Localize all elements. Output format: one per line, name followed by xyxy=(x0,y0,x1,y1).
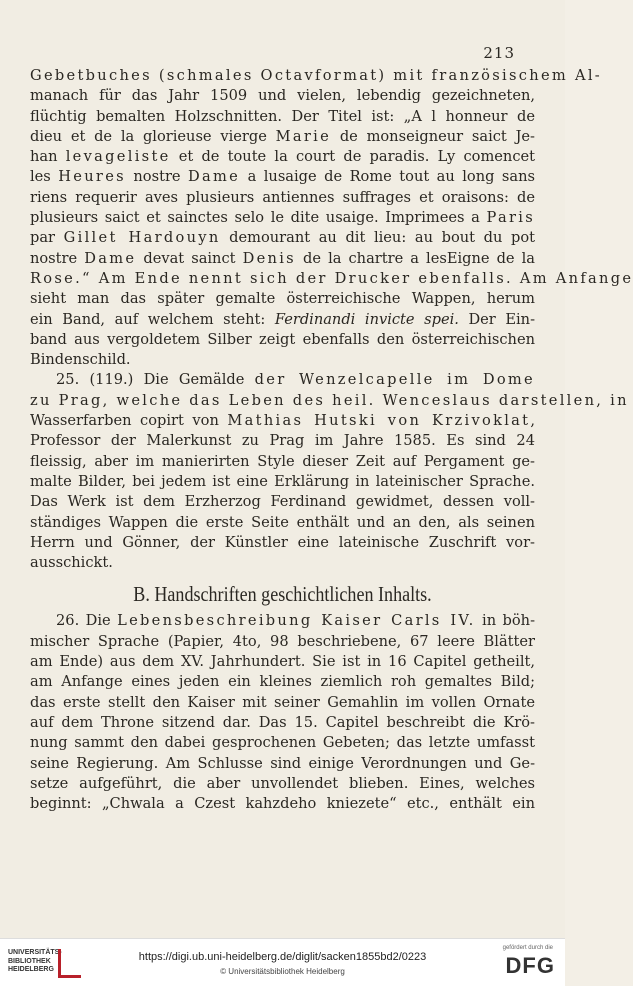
text-line xyxy=(30,370,535,390)
text-line xyxy=(30,733,535,753)
spaced-emphasis: Mathias Hutski von Krzivoklat xyxy=(227,412,531,430)
spaced-emphasis: Lebensbeschreibung Kaiser Carls IV. xyxy=(117,612,476,630)
text-line xyxy=(30,652,535,672)
text-run: flüchtig bemalten Holzschnitten. Der Titel ist: „A l honneur de xyxy=(30,107,535,125)
text-run: les xyxy=(30,168,59,186)
text-line xyxy=(30,289,535,309)
spaced-emphasis: Denis xyxy=(242,249,296,267)
text-line xyxy=(30,553,535,573)
text-line xyxy=(30,431,535,451)
text-line xyxy=(30,249,535,269)
spaced-emphasis: Heures xyxy=(58,168,126,186)
permalink[interactable]: https://digi.ub.uni-heidelberg.de/diglit/sacken1855bd2/0223 xyxy=(138,951,427,963)
text-run: par xyxy=(30,229,64,247)
text-line xyxy=(30,713,535,733)
text-line xyxy=(30,188,535,208)
text-line xyxy=(30,754,535,774)
text-run: fleissig, aber im manierirten Style dieser Zeit auf Pergament ge- xyxy=(30,452,535,470)
spaced-emphasis: zu Prag xyxy=(30,391,103,409)
text-line xyxy=(30,107,535,127)
text-run: nung sammt den dabei gesprochenen Gebeten; das letzte umfasst xyxy=(30,734,535,752)
page-number: 213 xyxy=(483,44,515,62)
text-run: ausschickt. xyxy=(30,554,113,572)
text-run: das erste stellt den Kaiser mit seiner Gemahlin im vollen Ornate xyxy=(30,693,535,711)
text-line xyxy=(30,127,535,147)
spaced-emphasis: Dame xyxy=(84,249,137,267)
text-line xyxy=(30,774,535,794)
text-line xyxy=(30,66,603,86)
text-run: am Ende) aus dem XV. Jahrhundert. Sie ist in 16 Capitel getheilt, xyxy=(30,653,535,671)
text-run: 26. Die xyxy=(56,612,118,630)
text-run: dieu et de la glorieuse vierge xyxy=(30,127,276,145)
spaced-emphasis: der Wenzelcapelle im Dome xyxy=(254,371,535,389)
text-run: am Anfange eines jeden ein kleines ziemlich roh gemaltes Bild; xyxy=(30,673,535,691)
text-run: seine Regierung. Am Schlusse sind einige Verordnungen und Ge- xyxy=(30,754,535,772)
text-run: mischer Sprache (Papier, 4to, 98 beschriebene, 67 leere Blätter xyxy=(30,632,535,650)
viewer-footer xyxy=(0,938,565,986)
text-run: manach für das Jahr 1509 und vielen, lebendig gezeichneten, xyxy=(30,87,535,105)
spaced-emphasis: Marie xyxy=(275,127,332,145)
text-run: Professor der Malerkunst zu Prag im Jahre 1585. Es sind 24 xyxy=(30,432,535,450)
text-line xyxy=(30,533,535,553)
text-run: de la chartre a lesEigne de la xyxy=(295,249,535,267)
text-line xyxy=(30,611,535,631)
text-run: ein Band, auf welchem steht: xyxy=(30,310,275,328)
text-run: et de toute la court de paradis. Ly comencet xyxy=(170,148,535,166)
text-run: nostre xyxy=(30,249,85,267)
text-run: band aus vergoldetem Silber zeigt ebenfalls den österreichischen xyxy=(30,330,535,348)
text-run: han xyxy=(30,148,66,166)
spaced-emphasis: levageliste xyxy=(65,148,171,166)
text-run: plusieurs saict et sainctes selo le dite usaige. Imprimees a xyxy=(30,209,487,227)
text-line xyxy=(30,693,535,713)
text-run: Herrn und Gönner, der Künstler eine lateinische Zuschrift vor- xyxy=(30,533,535,551)
text-run: nostre xyxy=(125,168,189,186)
text-run: Wasserfarben copirt von xyxy=(30,412,228,430)
spaced-emphasis: Dame xyxy=(188,168,241,186)
text-line xyxy=(30,269,633,289)
text-run: de monseigneur saict Je- xyxy=(331,127,535,145)
text-line xyxy=(30,452,535,472)
text-run: Das Werk ist dem Erzherzog Ferdinand gewidmet, dessen voll- xyxy=(30,493,535,511)
text-line xyxy=(30,310,535,330)
text-run: devat sainct xyxy=(136,249,243,267)
text-run: sieht man das später gemalte österreichische Wappen, herum xyxy=(30,290,535,308)
text-line xyxy=(30,330,535,350)
text-line xyxy=(30,350,535,370)
spaced-emphasis: , welche das Leben des heil. Wenceslaus darstellen, in xyxy=(102,391,629,409)
italic-text: Ferdinandi invicte spei. xyxy=(274,310,459,328)
text-run: malte Bilder, bei jedem ist eine Erklärung in lateinischer Sprache. xyxy=(30,472,535,490)
text-run: demourant au dit lieu: au bout du pot xyxy=(220,229,535,247)
spaced-emphasis: .“ Am Ende nennt sich der Drucker ebenfalls. Am Anfange xyxy=(75,269,633,287)
text-run: a lusaige de Rome tout au long sans xyxy=(240,168,535,186)
text-line xyxy=(30,208,535,228)
text-line xyxy=(30,391,629,411)
text-line xyxy=(30,86,535,106)
spaced-emphasis: Gebetbuches xyxy=(30,67,152,84)
text-line xyxy=(30,513,535,533)
text-run: , xyxy=(530,412,535,430)
spaced-emphasis: Paris xyxy=(486,209,535,227)
text-run: auf dem Throne sitzend dar. Das 15. Capitel beschreibt die Krö- xyxy=(30,713,535,731)
text-line xyxy=(30,147,535,167)
text-run: Der Ein- xyxy=(458,310,536,328)
text-line xyxy=(30,472,535,492)
text-run: in böh- xyxy=(475,612,535,630)
dfg-caption: gefördert durch die xyxy=(502,945,553,951)
body-text xyxy=(30,66,633,814)
section-heading: B. Handschriften geschichtlichen Inhalts. xyxy=(133,582,432,607)
text-run: Bindenschild. xyxy=(30,351,131,369)
text-line xyxy=(30,632,535,652)
text-run: beginnt: „Chwala a Czest kahzdeho kniezete“ etc., enthält ein xyxy=(30,795,535,813)
text-run: setze aufgeführt, die aber unvollendet blieben. Eines, welches xyxy=(30,774,535,792)
text-line xyxy=(30,794,535,814)
text-run: 25. (119.) Die Gemälde xyxy=(56,371,255,389)
ub-heidelberg-logo[interactable]: UNIVERSITÄTS- BIBLIOTHEK HEIDELBERG xyxy=(8,949,62,973)
spaced-emphasis: Rose xyxy=(30,269,76,287)
spaced-emphasis: Gillet Hardouyn xyxy=(63,229,221,247)
text-line xyxy=(30,167,535,187)
dfg-logo[interactable]: DFG xyxy=(505,953,555,978)
text-line xyxy=(30,228,535,248)
text-line xyxy=(30,672,535,692)
text-line xyxy=(30,492,535,512)
spaced-emphasis: (schmales Octavformat) mit französischem Al- xyxy=(151,67,603,84)
text-run: ständiges Wappen die erste Seite enthält und an den, als seinen xyxy=(30,513,535,531)
text-line xyxy=(30,411,535,431)
text-run: riens requerir aves plusieurs antiennes suffrages et oraisons: de xyxy=(30,188,535,206)
copyright-notice: © Universitätsbibliothek Heidelberg xyxy=(220,967,345,976)
